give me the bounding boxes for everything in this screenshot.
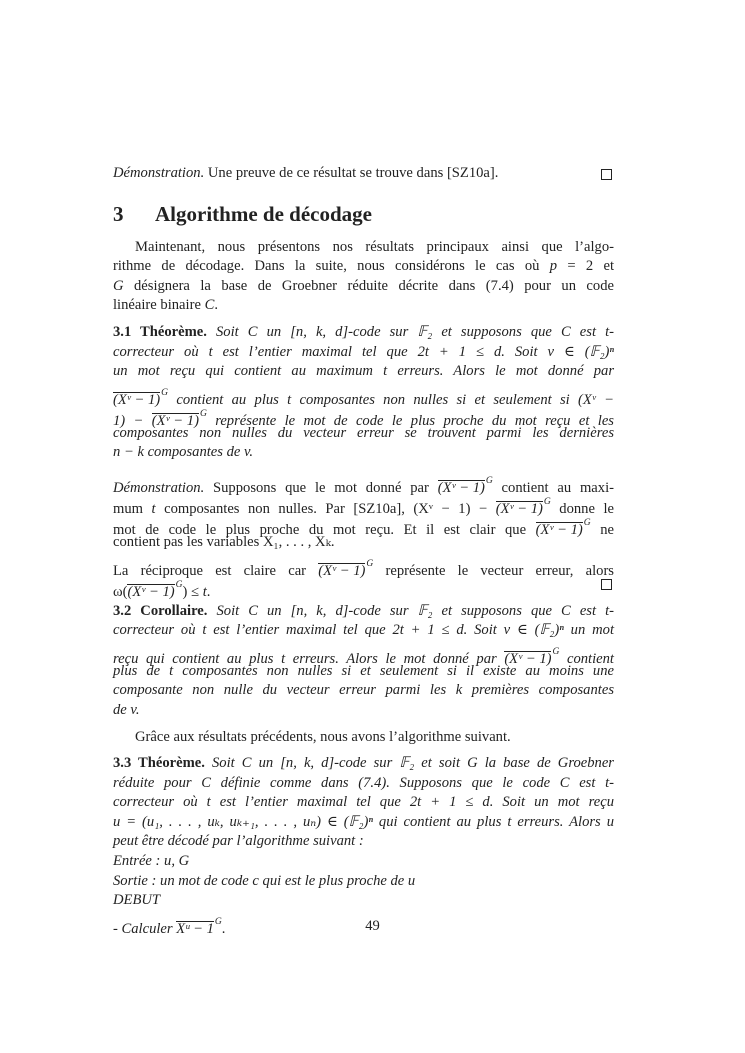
paragraph [113, 602, 614, 721]
paragraph [113, 323, 614, 463]
text-line [113, 424, 614, 444]
text-line [113, 852, 614, 872]
text-span: t [202, 583, 207, 600]
text-span: ) ≤ [182, 583, 203, 600]
text-line [113, 774, 614, 794]
text-span: u = (u₁, . . . , uₖ, uₖ₊₁, . . . , uₙ) ∈ (𝔽₂)ⁿ qui contient au plus t erreurs. Alors u [113, 813, 614, 830]
text-span: contient au maxi- [492, 479, 614, 496]
text-line [113, 533, 614, 553]
groebner-superscript: G [161, 387, 169, 398]
text-line [113, 491, 614, 517]
groebner-superscript: G [366, 558, 374, 569]
text-span: désignera la base de Groebner réduite décrite dans (7.4) pour un code [123, 277, 614, 294]
text-span: . [214, 297, 218, 314]
text-span: représente le mot de code le plus proche du mot reçu et les [206, 412, 614, 429]
text-span: plus de t composantes non nulles si et seulement si il existe au moins une [113, 662, 614, 679]
text-line [113, 574, 614, 600]
text-line [113, 277, 614, 297]
text-span: correcteur où t est l’entier maximal tel que 2t + 1 ≤ d. Soit v ∈ (𝔽₂)ⁿ un mot [113, 622, 614, 639]
text-span: correcteur où t est l’entier maximal tel que 2t + 1 ≤ d. Soit un mot reçu [113, 794, 614, 811]
text-line [113, 164, 614, 184]
text-span: 1) − [113, 412, 152, 429]
text-span: Soit C un [n, k, d]-code sur 𝔽₂ et supposons que C est t- [206, 323, 614, 340]
page-number: 49 [365, 918, 380, 934]
text-span: Sortie : un mot de code c qui est le plus proche de u [113, 872, 416, 889]
text-span: Supposons que le mot donné par [204, 479, 438, 496]
text-span: reçu qui contient au plus t erreurs. Alors le mot donné par [113, 650, 505, 667]
text-line [113, 813, 614, 833]
text-span: contient pas les variables X₁, . . . , Xₖ. [113, 533, 335, 550]
text-span: ω( [113, 583, 128, 600]
text-span: Entrée : u, G [113, 853, 190, 870]
overline-expression: (Xᵛ − 1) [151, 412, 199, 429]
text-span: contient [559, 650, 614, 667]
text-line [113, 621, 614, 641]
text-line [113, 662, 614, 682]
qed-square-icon [601, 169, 612, 180]
text-span: composante non nulle du vecteur erreur parmi les k premières composantes [113, 682, 614, 699]
text-span: donne le [550, 500, 614, 517]
text-line [113, 681, 614, 701]
text-span: La réciproque est claire car [113, 562, 319, 579]
paragraph [113, 754, 614, 937]
text-span: DEBUT [113, 892, 161, 909]
text-span: contient au plus t composantes non nulles si et seulement si (Xᵛ − [168, 391, 614, 408]
overline-expression: (Xᵛ − 1) [495, 500, 543, 517]
text-span: ne [590, 521, 614, 538]
text-span: Démonstration. [113, 479, 205, 496]
groebner-superscript: G [199, 408, 207, 419]
text-line [113, 257, 614, 277]
text-line [113, 403, 614, 429]
text-line [113, 443, 614, 463]
overline-expression: (Xᵛ − 1) [437, 479, 485, 496]
section-heading [113, 202, 614, 228]
overline-expression: (Xᵛ − 1) [127, 583, 175, 600]
text-span: composantes non nulles du vecteur erreur se trouvent parmi les dernières [113, 424, 614, 441]
text-span: composantes non nulles. Par [SZ10a], (Xᵛ − 1) − [155, 500, 496, 517]
text-span: Soit C un [n, k, d]-code sur 𝔽₂ et soit G la base de Groebner [204, 755, 614, 772]
groebner-superscript: G [175, 579, 183, 590]
text-line [113, 238, 614, 258]
text-line [113, 323, 614, 343]
text-line [113, 641, 614, 667]
text-line [113, 296, 614, 316]
paragraph [113, 728, 614, 748]
page-body [113, 164, 614, 937]
text-line [113, 872, 614, 892]
text-span: de v. [113, 701, 140, 718]
text-span: - Calculer [113, 920, 177, 937]
section-number: 3 [113, 201, 124, 226]
text-line [113, 382, 614, 408]
text-line [113, 832, 614, 852]
text-span: correcteur où t est l’entier maximal tel que 2t + 1 ≤ d. Soit v ∈ (𝔽₂)ⁿ [113, 343, 614, 360]
text-span: mot de code le plus proche du mot reçu. Et il est clair que [113, 521, 536, 538]
groebner-superscript: G [485, 475, 493, 486]
overline-expression: (Xᵛ − 1) [504, 650, 552, 667]
text-span: Maintenant, nous présentons nos résultats principaux ainsi que l’algo- [135, 238, 614, 255]
groebner-superscript: G [552, 646, 560, 657]
paragraph [113, 164, 614, 184]
text-line [113, 728, 614, 748]
text-line [113, 793, 614, 813]
statement-label: 3.3 Théorème. [113, 755, 205, 772]
text-span: mum [113, 500, 152, 517]
statement-label: 3.2 Corollaire. [113, 602, 208, 619]
text-line [113, 754, 614, 774]
overline-expression: Xᵘ − 1 [176, 920, 214, 937]
statement-label: 3.1 Théorème. [113, 323, 207, 340]
overline-expression: (Xᵛ − 1) [318, 562, 366, 579]
text-line [113, 362, 614, 382]
text-line [113, 470, 614, 496]
text-line [113, 701, 614, 721]
text-span: Démonstration. [113, 165, 205, 181]
overline-expression: (Xᵛ − 1) [113, 391, 161, 408]
text-span: peut être décodé par l’algorithme suivant : [113, 833, 364, 850]
text-line [113, 343, 614, 363]
text-span: Grâce aux résultats précédents, nous avons l’algorithme suivant. [135, 728, 511, 745]
text-span: . [206, 583, 211, 600]
text-span: = 2 et [557, 258, 614, 275]
text-span: n − k composantes de v. [113, 444, 254, 461]
paragraph [113, 238, 614, 316]
groebner-superscript: G [214, 916, 222, 927]
text-span: Une preuve de ce résultat se trouve dans [SZ10a]. [204, 165, 499, 181]
qed-square-icon [601, 579, 612, 590]
text-span: t [151, 500, 156, 517]
text-span: C [204, 297, 215, 314]
text-line [113, 553, 614, 579]
text-span: . [221, 920, 226, 937]
text-line [113, 512, 614, 538]
text-span: linéaire binaire [113, 297, 205, 314]
paragraph [113, 470, 614, 600]
text-line [113, 602, 614, 622]
text-span: G [113, 277, 124, 294]
text-span: représente le vecteur erreur, alors [373, 562, 614, 579]
text-span: rithme de décodage. Dans la suite, nous considérons le cas où [113, 258, 550, 275]
section-title: Algorithme de décodage [155, 201, 372, 226]
groebner-superscript: G [543, 496, 551, 507]
overline-expression: (Xᵛ − 1) [535, 521, 583, 538]
text-span: un mot reçu qui contient au maximum t erreurs. Alors le mot donné par [113, 363, 614, 380]
groebner-superscript: G [583, 517, 591, 528]
text-span: p [549, 258, 558, 275]
text-span: réduite pour C définie comme dans (7.4). Supposons que le code C est t- [113, 774, 614, 791]
text-span: Soit C un [n, k, d]-code sur 𝔽₂ et supposons que C est t- [207, 602, 614, 619]
text-line [113, 891, 614, 911]
